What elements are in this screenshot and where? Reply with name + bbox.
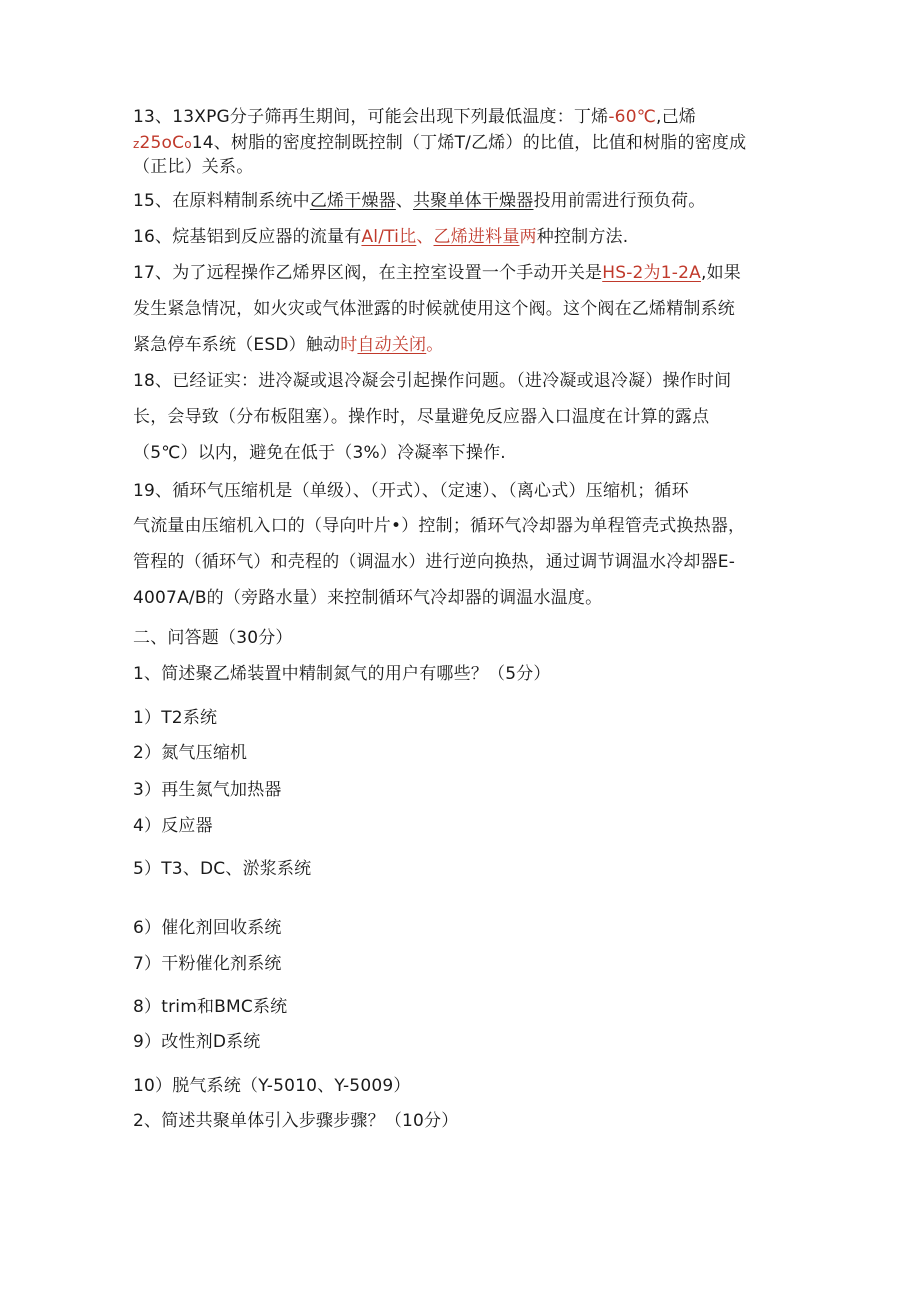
list-item: 7）干粉催化剂系统 [133, 954, 282, 974]
q13-line-2: z25oCo14、树脂的密度控制既控制（丁烯T/乙烯）的比值，比值和树脂的密度成 [133, 133, 747, 153]
q17-line-2: 发生紧急情况，如火灾或气体泄露的时候就使用这个阀。这个阀在乙烯精制系统 [133, 299, 735, 319]
q18-line-1: 18、已经证实：进冷凝或退冷凝会引起操作问题。（进冷凝或退冷凝）操作时间 [133, 371, 732, 391]
q14-line-3: （正比）关系。 [133, 157, 254, 177]
qa1-question: 1、简述聚乙烯装置中精制氮气的用户有哪些？（5分） [133, 664, 551, 684]
list-item: 3）再生氮气加热器 [133, 780, 282, 800]
q17-answer-switch: HS-2为1-2A [602, 263, 701, 283]
list-item: 8）trim和BMC系统 [133, 997, 288, 1017]
q17-line-3: 紧急停车系统（ESD）触动时自动关闭。 [133, 335, 444, 355]
q16-answer-2: 乙烯进料量 [433, 227, 520, 247]
q16-line: 16、烷基铝到反应器的流量有Al/Ti比、乙烯进料量两种控制方法. [133, 227, 629, 247]
q19-line-3: 管程的（循环气）和壳程的（调温水）进行逆向换热，通过调节调温水冷却器E- [133, 552, 736, 572]
qa2-question: 2、简述共聚单体引入步骤步骤？（10分） [133, 1111, 459, 1131]
list-item: 9）改性剂D系统 [133, 1032, 261, 1052]
list-item: 6）催化剂回收系统 [133, 918, 282, 938]
q15-answer-2: 共聚单体干燥器 [413, 191, 534, 211]
list-item: 5）T3、DC、淤浆系统 [133, 859, 312, 879]
q15-line: 15、在原料精制系统中乙烯干燥器、共聚单体干燥器投用前需进行预负荷。 [133, 191, 706, 211]
q16-answer-1: Al/Ti比 [361, 227, 417, 247]
q17-answer-close: 自动关闭 [357, 335, 427, 355]
section-heading: 二、问答题（30分） [133, 628, 293, 648]
q19-line-1: 19、循环气压缩机是（单级）、（开式）、（定速）、（离心式）压缩机；循环 [133, 481, 689, 501]
q13-line-1: 13、13XPG分子筛再生期间，可能会出现下列最低温度：丁烯-60℃,己烯 [133, 107, 697, 127]
list-item: 2）氮气压缩机 [133, 743, 248, 763]
q15-answer-1: 乙烯干燥器 [309, 191, 396, 211]
q17-line-1: 17、为了远程操作乙烯界区阀，在主控室设置一个手动开关是HS-2为1-2A,如果 [133, 263, 741, 283]
q19-line-2: 气流量由压缩机入口的（导向叶片•）控制；循环气冷却器为单程管壳式换热器， [133, 516, 746, 536]
list-item: 1）T2系统 [133, 708, 218, 728]
q13-answer-butene: -60℃ [608, 107, 657, 127]
q19-line-4: 4007A/B的（旁路水量）来控制循环气冷却器的调温水温度。 [133, 588, 603, 608]
q18-line-3: （5℃）以内，避免在低于（3%）冷凝率下操作. [133, 443, 506, 463]
q13-answer-hexene: 25oC [139, 133, 185, 153]
q18-line-2: 长，会导致（分布板阻塞）。操作时，尽量避免反应器入口温度在计算的露点 [133, 407, 710, 427]
list-item: 4）反应器 [133, 816, 213, 836]
list-item: 10）脱气系统（Y-5010、Y-5009） [133, 1076, 411, 1096]
